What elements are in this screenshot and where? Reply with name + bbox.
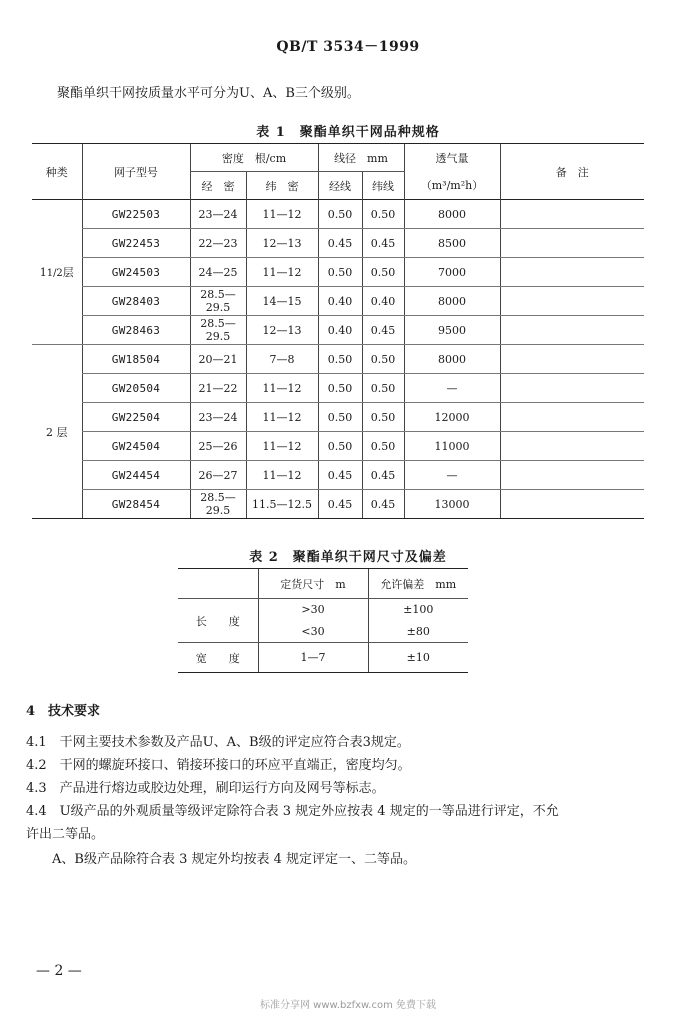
header-air: 透气量: [404, 144, 500, 172]
cell-air: 7000: [404, 258, 500, 287]
cell-warp-diameter: 0.45: [318, 461, 362, 490]
table-row: [178, 643, 468, 673]
cell-model: GW18504: [82, 345, 190, 374]
cell-size: >30: [258, 599, 368, 621]
cell-weft-density: 11—12: [246, 403, 318, 432]
group-label-2-layer: 2 层: [32, 345, 82, 519]
cell-weft-diameter: 0.50: [362, 374, 404, 403]
intro-paragraph: 聚酯单织干网按质量水平可分为U、A、B三个级别。: [57, 86, 360, 101]
cell-remark: [500, 200, 644, 229]
cell-warp-diameter: 0.50: [318, 200, 362, 229]
cell-weft-diameter: 0.45: [362, 229, 404, 258]
width-label: 宽 度: [178, 643, 258, 673]
cell-warp-diameter: 0.50: [318, 403, 362, 432]
cell-air: 9500: [404, 316, 500, 345]
header-kind: 种类: [32, 144, 82, 200]
cell-warp-diameter: 0.45: [318, 490, 362, 519]
cell-warp-diameter: 0.50: [318, 258, 362, 287]
cell-warp-density: 23—24: [190, 200, 246, 229]
cell-warp-density: 25—26: [190, 432, 246, 461]
cell-weft-diameter: 0.50: [362, 403, 404, 432]
length-label: 长 度: [178, 599, 258, 643]
cell-model: GW22453: [82, 229, 190, 258]
cell-warp-density: 23—24: [190, 403, 246, 432]
header-order-size: 定货尺寸 m: [258, 569, 368, 599]
table-row: [32, 200, 644, 229]
table-row: [32, 287, 644, 316]
table1-caption: 表 1 聚酯单织干网品种规格: [256, 125, 440, 140]
cell-model: GW20504: [82, 374, 190, 403]
cell-air: 8000: [404, 345, 500, 374]
clause-grade-ab: A、B级产品除符合表 3 规定外均按表 4 规定评定一、二等品。: [52, 852, 417, 867]
table-row: [32, 374, 644, 403]
group-label-1.5-layer: 11/2层: [32, 200, 82, 345]
header-remark: 备 注: [500, 144, 644, 200]
header-weft-density: 纬 密: [246, 172, 318, 200]
cell-remark: [500, 461, 644, 490]
cell-weft-density: 12—13: [246, 229, 318, 258]
cell-warp-density: 26—27: [190, 461, 246, 490]
cell-warp-density: 28.5—29.5: [190, 316, 246, 345]
cell-model: GW28454: [82, 490, 190, 519]
cell-tolerance: ±10: [368, 643, 468, 673]
table-row: [32, 345, 644, 374]
cell-weft-diameter: 0.50: [362, 200, 404, 229]
cell-air: 12000: [404, 403, 500, 432]
cell-warp-diameter: 0.45: [318, 229, 362, 258]
cell-weft-density: 11—12: [246, 461, 318, 490]
cell-weft-density: 14—15: [246, 287, 318, 316]
cell-warp-diameter: 0.40: [318, 287, 362, 316]
cell-model: GW22503: [82, 200, 190, 229]
table-row: [32, 229, 644, 258]
cell-remark: [500, 345, 644, 374]
cell-model: GW28403: [82, 287, 190, 316]
cell-tolerance: ±80: [368, 621, 468, 643]
cell-weft-density: 11—12: [246, 432, 318, 461]
header-diameter: 线径 mm: [318, 144, 404, 172]
header-model: 网子型号: [82, 144, 190, 200]
cell-remark: [500, 258, 644, 287]
cell-remark: [500, 229, 644, 258]
cell-weft-density: 11—12: [246, 200, 318, 229]
cell-model: GW28463: [82, 316, 190, 345]
cell-weft-diameter: 0.45: [362, 490, 404, 519]
section-heading: 4 技术要求: [26, 704, 101, 719]
cell-weft-density: 11—12: [246, 258, 318, 287]
table-row: [32, 316, 644, 345]
cell-model: GW22504: [82, 403, 190, 432]
cell-warp-diameter: 0.50: [318, 374, 362, 403]
clause-4-2: 4.2 干网的螺旋环接口、销接环接口的环应平直端正，密度均匀。: [26, 758, 411, 773]
clause-4-3: 4.3 产品进行熔边或胶边处理，刷印运行方向及网号等标志。: [26, 781, 385, 796]
table-row: [32, 461, 644, 490]
clause-4-4-continued: 许出二等品。: [26, 827, 105, 842]
cell-weft-diameter: 0.45: [362, 461, 404, 490]
cell-warp-density: 24—25: [190, 258, 246, 287]
cell-weft-diameter: 0.40: [362, 287, 404, 316]
cell-weft-density: 11—12: [246, 374, 318, 403]
cell-remark: [500, 287, 644, 316]
watermark: 标准分享网 www.bzfxw.com 免费下载: [260, 1000, 436, 1011]
cell-size: 1—7: [258, 643, 368, 673]
table-row: [32, 490, 644, 519]
cell-air: 11000: [404, 432, 500, 461]
cell-remark: [500, 403, 644, 432]
header-blank: [178, 569, 258, 599]
cell-warp-diameter: 0.50: [318, 432, 362, 461]
cell-warp-density: 28.5—29.5: [190, 490, 246, 519]
cell-weft-density: 11.5—12.5: [246, 490, 318, 519]
cell-warp-density: 21—22: [190, 374, 246, 403]
cell-remark: [500, 374, 644, 403]
table-row: [178, 599, 468, 621]
cell-weft-diameter: 0.50: [362, 432, 404, 461]
header-weft-diameter: 纬线: [362, 172, 404, 200]
cell-air: 8500: [404, 229, 500, 258]
cell-remark: [500, 490, 644, 519]
cell-air: —: [404, 374, 500, 403]
standard-code: QB/T 3534－1999: [276, 39, 420, 55]
header-density: 密度 根/cm: [190, 144, 318, 172]
cell-air: —: [404, 461, 500, 490]
cell-warp-density: 22—23: [190, 229, 246, 258]
table1-specifications: [32, 143, 644, 519]
header-tolerance: 允许偏差 mm: [368, 569, 468, 599]
clause-4-1: 4.1 干网主要技术参数及产品U、A、B级的评定应符合表3规定。: [26, 735, 410, 750]
cell-model: GW24454: [82, 461, 190, 490]
cell-air: 13000: [404, 490, 500, 519]
cell-warp-diameter: 0.50: [318, 345, 362, 374]
cell-weft-density: 7—8: [246, 345, 318, 374]
cell-model: GW24503: [82, 258, 190, 287]
cell-weft-diameter: 0.50: [362, 345, 404, 374]
cell-air: 8000: [404, 200, 500, 229]
cell-remark: [500, 432, 644, 461]
cell-weft-diameter: 0.45: [362, 316, 404, 345]
cell-warp-density: 20—21: [190, 345, 246, 374]
cell-size: <30: [258, 621, 368, 643]
cell-air: 8000: [404, 287, 500, 316]
table-row: [32, 403, 644, 432]
cell-remark: [500, 316, 644, 345]
page-number: — 2 —: [36, 963, 82, 979]
table2-caption: 表 2 聚酯单织干网尺寸及偏差: [249, 550, 447, 565]
cell-warp-diameter: 0.40: [318, 316, 362, 345]
cell-weft-density: 12—13: [246, 316, 318, 345]
cell-warp-density: 28.5—29.5: [190, 287, 246, 316]
cell-weft-diameter: 0.50: [362, 258, 404, 287]
header-warp-density: 经 密: [190, 172, 246, 200]
header-air-unit: （m³/m²h）: [404, 172, 500, 200]
table-row: [32, 432, 644, 461]
cell-model: GW24504: [82, 432, 190, 461]
cell-tolerance: ±100: [368, 599, 468, 621]
table2-size-tolerance: [178, 568, 468, 673]
header-warp-diameter: 经线: [318, 172, 362, 200]
clause-4-4: 4.4 U级产品的外观质量等级评定除符合表 3 规定外应按表 4 规定的一等品进行评定，不允: [26, 804, 559, 819]
table-row: [32, 258, 644, 287]
